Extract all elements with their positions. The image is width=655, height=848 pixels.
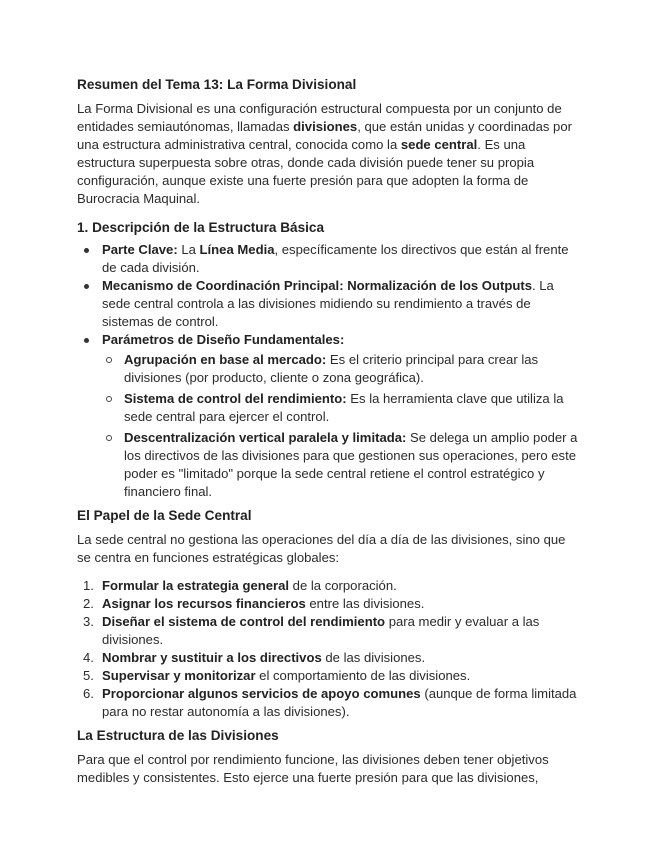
sub-bullet-list [102,351,582,501]
document-content [77,76,582,787]
sub-bullet-item [102,429,582,501]
text-run: La Forma Divisional es una configuración estructural compuesta por un conjunto de entidades semiautónomas, llamadas [77,101,562,134]
bold-text: Parte Clave: [102,242,178,257]
text-run: La [177,242,200,257]
numbered-item [77,577,582,595]
bullet-item [77,277,582,331]
bold-text: Supervisar y monitorizar [102,668,256,683]
section-heading-central-role: El Papel de la Sede Central [77,508,252,523]
bold-text: Agrupación en base al mercado: [124,352,327,367]
item-number: 1. [83,578,94,593]
bullet-text [102,277,582,331]
text-run: , que están unidas y coordinadas por una estructura administrativa central, conocida como la [77,119,572,152]
text-run: Es el criterio principal para crear las divisiones (por producto, cliente o zona geográfica). [124,352,539,385]
text-run: el comportamiento de las divisiones. [255,668,471,683]
bullet-item [77,241,582,277]
bold-text: Diseñar el sistema de control del rendimiento [102,614,386,629]
numbered-item [77,595,582,613]
text-run: Se delega un amplio poder a los directivos de las divisiones para que gestionen sus operaciones, pero este poder es "limitado" porque la sede central retiene el control estratégico y financiero final. [124,430,578,499]
bold-text: Formular la estrategia general [102,578,290,593]
bold-text: Sistema de control del rendimiento: [124,391,347,406]
item-number: 6. [83,686,94,701]
structure-bullet-list [77,241,582,501]
text-run: (aunque de forma limitada para no restar autonomía a las divisiones). [102,686,577,719]
central-role-list [77,577,582,721]
sub-bullet-item [102,390,582,426]
text-run: de la corporación. [289,578,397,593]
text-run: entre las divisiones. [305,596,425,611]
bullet-text [102,241,582,277]
numbered-item [77,649,582,667]
text-run: de las divisiones. [321,650,426,665]
bullet-item [77,331,582,501]
bold-text: Proporcionar algunos servicios de apoyo comunes [102,686,421,701]
text-run: Es la herramienta clave que utiliza la sede central para ejercer el control. [124,391,564,424]
item-number: 5. [83,668,94,683]
sub-bullet-item [102,351,582,387]
bullet-text [102,331,582,349]
text-run: . La sede central controla a las divisiones midiendo su rendimiento a través de sistemas de control. [102,278,554,329]
text-run: , específicamente los directivos que están al frente de cada división. [102,242,569,275]
text-run: . Es una estructura superpuesta sobre otras, donde cada división puede tener su propia configuración, aunque existe una fuerte presión para que adopten la forma de Burocracia Maquinal. [77,137,535,206]
bold-text: Parámetros de Diseño Fundamentales: [102,332,345,347]
item-number: 2. [83,596,94,611]
bold-text: Asignar los recursos financieros [102,596,306,611]
bold-text: Mecanismo de Coordinación Principal: Normalización de los Outputs [102,278,532,293]
bold-text: Descentralización vertical paralela y limitada: [124,430,407,445]
bold-text: divisiones [293,119,358,134]
section-heading-divisions: La Estructura de las Divisiones [77,728,279,743]
item-number: 3. [83,614,94,629]
intro-paragraph [77,100,582,208]
bold-text: Línea Media [199,242,275,257]
document-title: Resumen del Tema 13: La Forma Divisional [77,77,357,92]
bold-text: Nombrar y sustituir a los directivos [102,650,322,665]
numbered-item [77,613,582,649]
text-run: para medir y evaluar a las divisiones. [102,614,540,647]
central-role-intro: La sede central no gestiona las operaciones del día a día de las divisiones, sino que se centra en funciones estratégicas globales: [77,532,566,565]
item-number: 4. [83,650,94,665]
divisions-paragraph: Para que el control por rendimiento funcione, las divisiones deben tener objetivos medibles y consistentes. Esto ejerce una fuerte presión para que las divisiones, [77,752,549,785]
section-heading-structure: 1. Descripción de la Estructura Básica [77,220,325,235]
bold-text: sede central [400,137,478,152]
numbered-item [77,667,582,685]
numbered-item [77,685,582,721]
